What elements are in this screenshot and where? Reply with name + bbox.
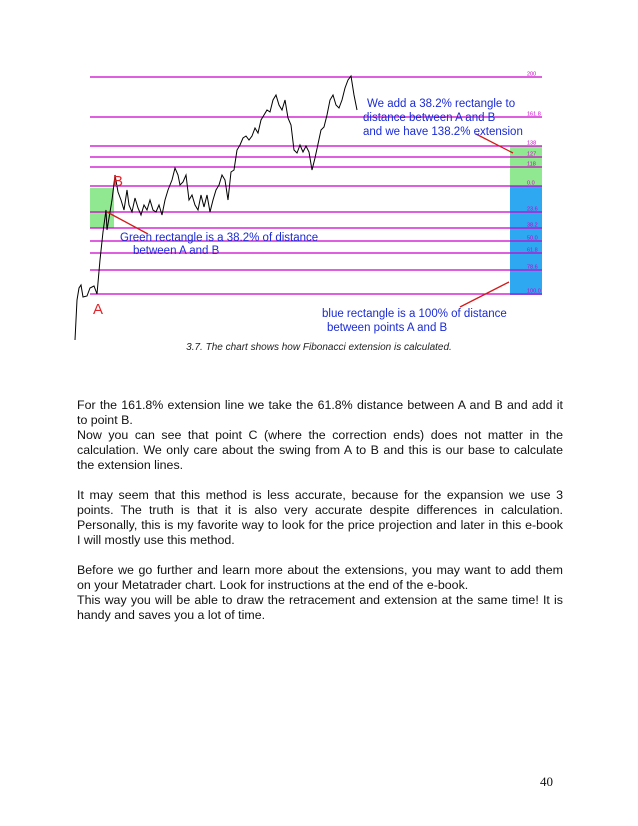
- paragraph-line: For the 161.8% extension line we take the 61.8% distance between A and B and add it to point B.: [77, 398, 563, 427]
- fibonacci-level-label: 200: [527, 71, 537, 78]
- annotation-top-line-1: We add a 38.2% rectangle to: [367, 98, 516, 110]
- annotation-green-line-2: between A and B: [133, 245, 220, 257]
- fibonacci-extension-figure: [0, 0, 638, 340]
- point-label-a: A: [93, 301, 104, 318]
- paragraph-line: Now you can see that point C (where the correction ends) does not matter in the calculation. We only care about the swing from A to B and this is our base to calculate the extension lines.: [77, 428, 563, 472]
- annotation-top-line-2: distance between A and B: [363, 112, 496, 124]
- annotation-top-line-3: and we have 138.2% extension: [363, 126, 523, 138]
- paragraph-line: This way you will be able to draw the retracement and extension at the same time! It is handy and saves you a lot of time.: [77, 593, 563, 622]
- annotation-blue-line-2: between points A and B: [327, 322, 448, 334]
- fibonacci-level-label: 138: [527, 140, 537, 147]
- fibonacci-level-label: 50.0: [527, 235, 538, 242]
- fibonacci-level-label: 118: [527, 161, 536, 168]
- page-number: 40: [540, 774, 553, 789]
- green-rectangle-right: [510, 146, 542, 186]
- annotation-blue-line-1: blue rectangle is a 100% of distance: [322, 308, 507, 320]
- paragraph: [77, 563, 563, 623]
- fibonacci-level-label: 100.0: [527, 288, 541, 295]
- paragraph: [77, 488, 563, 548]
- paragraph-line: It may seem that this method is less accurate, because for the expansion we use 3 points. The truth is that it is also very accurate despite differences in calculation. Personally, this is my favorite way to look for the price projection and later in this e-book I will mostly use this method.: [77, 488, 563, 547]
- figure-caption: 3.7. The chart shows how Fibonacci extension is calculated.: [186, 342, 452, 353]
- annotation-green-line-1: Green rectangle is a 38.2% of distance: [120, 232, 319, 244]
- fibonacci-level-label: 23.6: [527, 206, 538, 213]
- fibonacci-level-label: 161.8: [527, 111, 541, 118]
- fibonacci-level-label: 61.8: [527, 247, 538, 254]
- paragraph: [77, 398, 563, 473]
- fibonacci-level-label: 127: [527, 151, 537, 158]
- price-line: [75, 76, 357, 340]
- fibonacci-level-label: 38.2: [527, 222, 538, 229]
- point-label-b: B: [113, 173, 124, 190]
- fibonacci-level-label: 0.0: [527, 180, 535, 187]
- body-text: [77, 398, 563, 638]
- fibonacci-level-label: 78.6: [527, 264, 538, 271]
- paragraph-line: Before we go further and learn more about the extensions, you may want to add them on your Metatrader chart. Look for instructions at the end of the e-book.: [77, 563, 563, 592]
